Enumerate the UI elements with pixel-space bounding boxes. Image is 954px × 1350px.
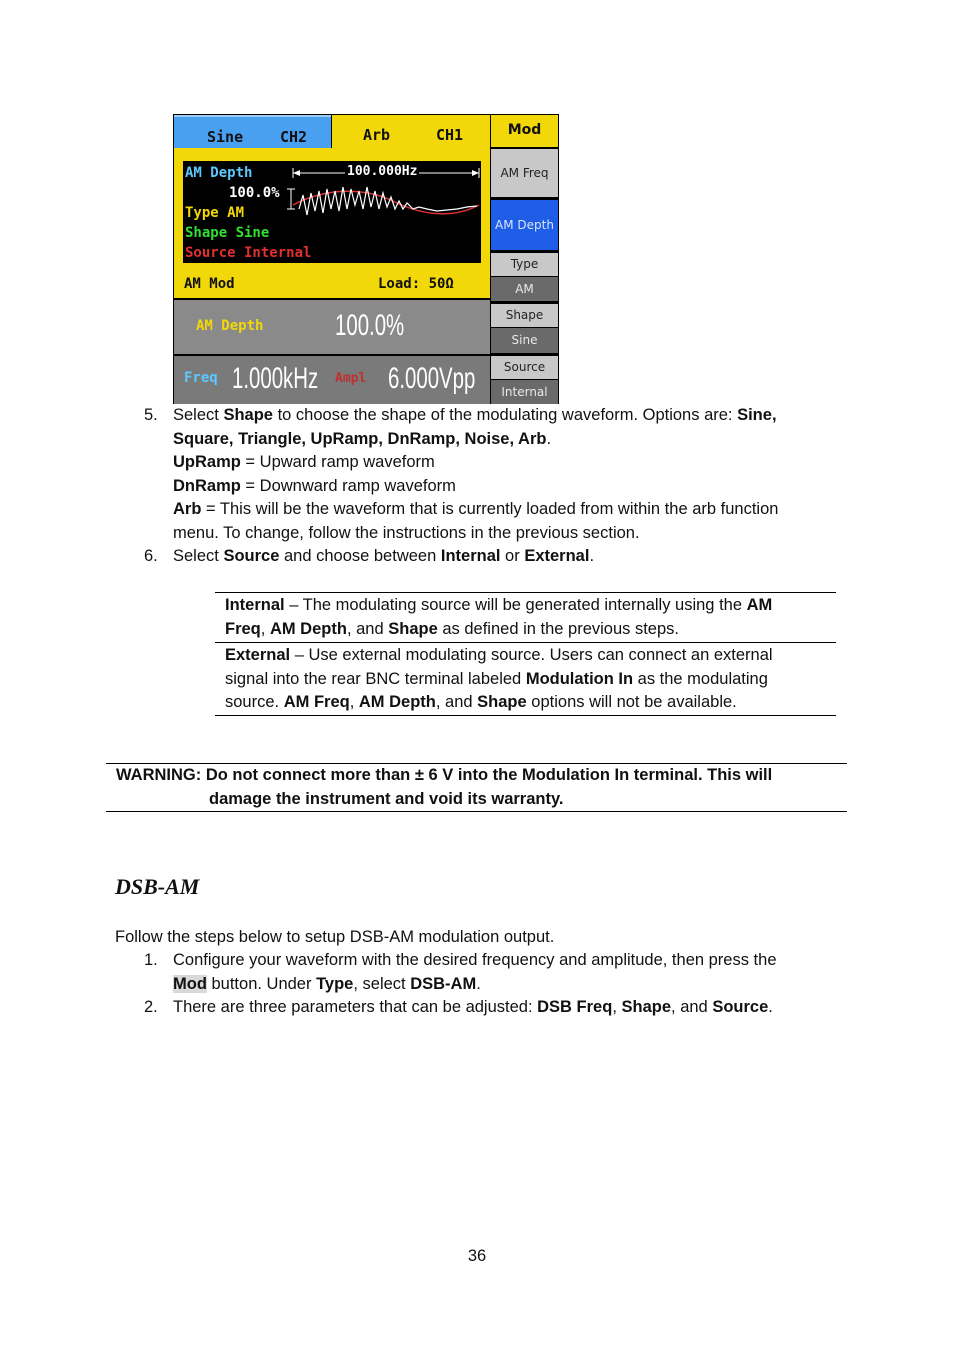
bold-text: AM bbox=[746, 596, 773, 614]
text: options will not be available. bbox=[526, 693, 737, 711]
waveform-panel bbox=[174, 148, 490, 298]
arb-definition-cont: menu. To change, follow the instructions in the previous section. bbox=[173, 523, 640, 542]
bold-text: Source bbox=[223, 547, 280, 565]
text: , and bbox=[346, 619, 389, 638]
bold-text: Shape bbox=[388, 619, 438, 638]
section-title: DSB-AM bbox=[115, 874, 200, 899]
warning-line-2: damage the instrument and void its warranty. bbox=[209, 790, 564, 808]
freq-label: Freq bbox=[184, 370, 218, 386]
text: = Upward ramp waveform bbox=[240, 453, 435, 471]
text: = This will be the waveform that is currently loaded from within the arb function bbox=[201, 500, 779, 518]
table-mid-rule bbox=[215, 642, 836, 643]
softkey-type-value: AM bbox=[491, 277, 558, 301]
bold-text: Square, Triangle, UpRamp, DnRamp, Noise, Arb bbox=[173, 429, 547, 448]
tab-channel-name: CH1 bbox=[436, 126, 464, 144]
tab-waveform-name: Arb bbox=[363, 126, 391, 144]
channel-tab-ch1 bbox=[332, 115, 490, 148]
text: . bbox=[476, 974, 481, 993]
row-line bbox=[225, 668, 835, 692]
text: button. Under bbox=[206, 974, 317, 993]
text: Select bbox=[173, 547, 224, 565]
softkey-shape-value: Sine bbox=[491, 328, 558, 353]
freq-value: 1.000kHz bbox=[232, 362, 319, 395]
text: signal into the rear BNC terminal labeled bbox=[225, 669, 526, 688]
text: There are three parameters that can be adjusted: bbox=[173, 998, 538, 1016]
step-5 bbox=[173, 404, 853, 545]
softkey-shape[interactable]: Shape bbox=[491, 304, 558, 327]
type-line: Type AM bbox=[185, 205, 245, 221]
row-line bbox=[225, 644, 835, 668]
row-line bbox=[225, 691, 835, 715]
bold-text: Sine, bbox=[737, 406, 777, 424]
step-5-number: 5. bbox=[144, 406, 158, 424]
depth-value-small: 100.0% bbox=[229, 185, 280, 201]
instrument-screenshot bbox=[173, 114, 559, 404]
table-top-rule bbox=[215, 592, 836, 593]
text: = Downward ramp waveform bbox=[240, 476, 456, 495]
text: , and bbox=[671, 998, 713, 1016]
bold-text: Type bbox=[316, 974, 354, 993]
bold-text: Modulation In bbox=[525, 669, 634, 688]
bold-text: UpRamp bbox=[173, 453, 241, 471]
depth-row-label: AM Depth bbox=[196, 318, 264, 334]
text: – Use external modulating source. Users can connect an external bbox=[290, 646, 773, 664]
row-line bbox=[225, 594, 835, 618]
bold-text: Arb bbox=[173, 500, 202, 518]
step-6 bbox=[173, 545, 594, 569]
text: as defined in the previous steps. bbox=[437, 619, 679, 638]
bold-text: Internal bbox=[440, 547, 501, 565]
text: source. bbox=[225, 693, 284, 711]
ampl-label: Ampl bbox=[335, 371, 367, 386]
softkey-source[interactable]: Source bbox=[491, 356, 558, 379]
text: as the modulating bbox=[633, 669, 768, 688]
text: – The modulating source will be generated internally using the bbox=[284, 596, 747, 614]
table-bottom-rule bbox=[215, 715, 836, 716]
softkey-type[interactable]: Type bbox=[491, 253, 558, 276]
load-label: Load: 50Ω bbox=[378, 276, 454, 292]
bold-text: Internal bbox=[225, 596, 285, 614]
bold-text: Source bbox=[712, 998, 769, 1016]
mode-label: AM Mod bbox=[184, 276, 235, 292]
step-1-number: 1. bbox=[144, 951, 158, 969]
text: to choose the shape of the modulating waveform. Options are: bbox=[272, 406, 738, 424]
step-1-line-2 bbox=[173, 973, 853, 997]
channel-tab-ch2 bbox=[174, 115, 331, 148]
warning-line-1: WARNING: Do not connect more than ± 6 V into the Modulation In terminal. This will bbox=[116, 766, 773, 784]
row-line bbox=[225, 618, 835, 642]
softkey-mod[interactable]: Mod bbox=[491, 115, 558, 147]
text: , bbox=[260, 619, 270, 638]
tab-waveform-name: Sine bbox=[207, 128, 244, 146]
waveform-graphic bbox=[287, 165, 481, 261]
upramp-definition bbox=[173, 451, 853, 475]
bold-text: DSB Freq bbox=[537, 998, 613, 1016]
step-5-line-1 bbox=[173, 404, 853, 428]
depth-parameter-row bbox=[174, 300, 490, 354]
bold-text: External bbox=[225, 646, 291, 664]
am-depth-label: AM Depth bbox=[185, 165, 253, 181]
softkey-am-depth[interactable]: AM Depth bbox=[491, 200, 558, 250]
step-1 bbox=[173, 949, 853, 996]
text: Select bbox=[173, 406, 224, 424]
text: , and bbox=[435, 693, 478, 711]
bold-text: External bbox=[524, 547, 590, 565]
bold-text: DnRamp bbox=[173, 476, 241, 495]
text: . bbox=[546, 429, 552, 448]
text: . bbox=[768, 998, 773, 1016]
page-number: 36 bbox=[467, 1247, 487, 1265]
bold-text: Shape bbox=[621, 998, 672, 1016]
arb-definition bbox=[173, 498, 853, 522]
softkey-source-value: Internal bbox=[491, 380, 558, 404]
shape-line: Shape Sine bbox=[185, 225, 270, 241]
table-row-internal bbox=[225, 594, 835, 641]
text: , bbox=[349, 693, 359, 711]
freq-ampl-row bbox=[174, 356, 490, 404]
bold-text: DSB-AM bbox=[410, 974, 477, 993]
bold-text: Shape bbox=[477, 693, 527, 711]
bold-text: AM Freq bbox=[283, 693, 350, 711]
tab-channel-name: CH2 bbox=[280, 128, 308, 146]
step-1-line-1: Configure your waveform with the desired frequency and amplitude, then press the bbox=[173, 951, 777, 969]
step-6-number: 6. bbox=[144, 547, 158, 565]
ampl-value: 6.000Vpp bbox=[388, 362, 476, 395]
bold-text: AM Depth bbox=[358, 693, 436, 711]
bold-text: Freq bbox=[225, 619, 261, 638]
source-line: Source Internal bbox=[185, 245, 312, 261]
text: , bbox=[612, 998, 622, 1016]
depth-row-value: 100.0% bbox=[335, 309, 405, 342]
step-5-line-2 bbox=[173, 428, 853, 452]
step-2 bbox=[173, 996, 773, 1020]
text: or bbox=[500, 547, 525, 565]
table-row-external bbox=[225, 644, 835, 715]
softkey-am-freq[interactable]: AM Freq bbox=[491, 149, 558, 197]
step-2-number: 2. bbox=[144, 998, 158, 1016]
frequency-label: 100.000Hz bbox=[347, 164, 418, 179]
dnramp-definition bbox=[173, 475, 853, 499]
text: and choose between bbox=[279, 547, 441, 565]
text: . bbox=[589, 547, 595, 565]
warning-bottom-rule bbox=[106, 811, 847, 812]
bold-text: Shape bbox=[223, 406, 273, 424]
mod-button-reference: Mod bbox=[173, 974, 207, 993]
bold-text: AM Depth bbox=[269, 619, 347, 638]
section-intro: Follow the steps below to setup DSB-AM modulation output. bbox=[115, 928, 555, 946]
text: , select bbox=[353, 974, 411, 993]
waveform-display bbox=[183, 161, 481, 263]
